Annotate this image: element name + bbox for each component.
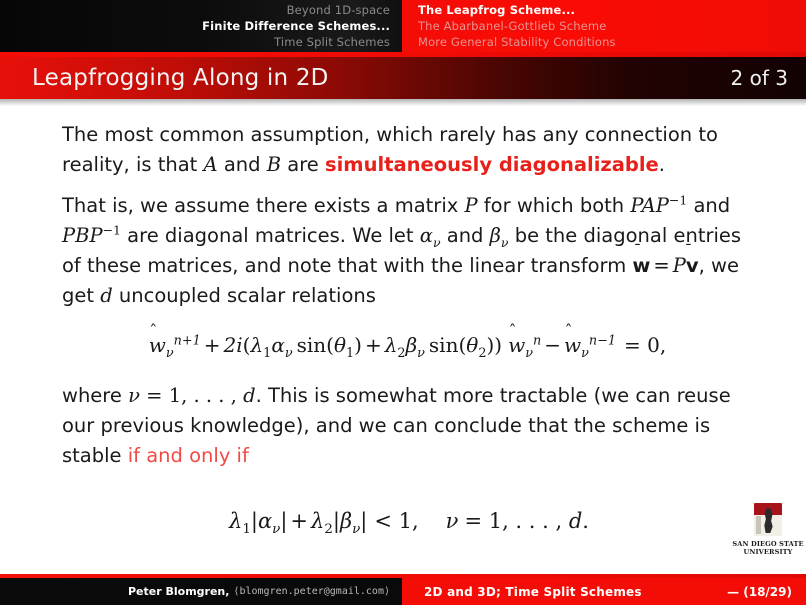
footer-author-email[interactable]: ⟨blomgren.peter@gmail.com⟩ bbox=[233, 586, 390, 597]
slide-footer bbox=[0, 578, 806, 605]
eq2-lambda1-sub: 1 bbox=[242, 522, 251, 538]
p1-text-end: . bbox=[658, 153, 665, 176]
nav-item-abarbanel-gottlieb-scheme[interactable]: The Abarbanel-Gottlieb Scheme bbox=[418, 19, 607, 33]
p2-text-part7: , we get bbox=[62, 254, 739, 307]
page-title: Leapfrogging Along in 2D bbox=[32, 65, 329, 91]
p1-text-mid1: and bbox=[217, 153, 267, 176]
p1-matrix-a: A bbox=[203, 153, 218, 176]
eq1-open-paren: ( bbox=[242, 333, 251, 357]
eq1-w-np1-sup: n+1 bbox=[173, 333, 201, 349]
eq2-nu: ν bbox=[445, 509, 459, 533]
slide-title-bar bbox=[0, 57, 806, 99]
titlebar-drop-shadow bbox=[0, 99, 806, 106]
p2-text-part8: uncoupled scalar relations bbox=[112, 284, 376, 307]
eq1-minus: − bbox=[544, 333, 562, 357]
eq1-sin1: sin( bbox=[296, 333, 334, 357]
eq1-plus2: + bbox=[364, 333, 382, 357]
sdsu-crest-icon bbox=[754, 503, 782, 536]
eq1-theta2-sub: 2 bbox=[478, 346, 487, 361]
eq1-theta2: θ bbox=[466, 333, 479, 357]
eq1-w-n-hat bbox=[508, 324, 525, 340]
eq1-w-n-sub: ν bbox=[525, 346, 533, 361]
eq2-var-d: d bbox=[568, 509, 583, 533]
eq1-w-nm1-letter: w bbox=[564, 333, 582, 357]
equation-stability-condition bbox=[62, 509, 756, 538]
footer-page-number: — (18/29) bbox=[727, 584, 792, 599]
p2-p-operator: P bbox=[672, 254, 686, 277]
eq1-w-n-sup: n bbox=[533, 333, 542, 349]
eq1-close-paren: ) bbox=[494, 333, 503, 357]
p2-exp-pbp: −1 bbox=[102, 222, 121, 238]
eq1-lambda2-sub: 2 bbox=[397, 346, 406, 361]
p2-text-part5: and bbox=[440, 224, 490, 247]
eq1-equals-zero: = 0, bbox=[624, 333, 667, 357]
eq1-close2: ) bbox=[486, 333, 495, 357]
p2-var-d: d bbox=[100, 284, 113, 307]
equation-leapfrog-amplification bbox=[62, 333, 756, 361]
p3-text-part2: . This is somewhat more tractable (we can reuse our previous knowledge), and we can conclude that the scheme is stable bbox=[62, 384, 731, 467]
p2-expr-pbp: PBP bbox=[62, 224, 103, 247]
p3-var-d: d bbox=[243, 384, 256, 407]
eq1-lambda1: λ bbox=[250, 333, 264, 357]
eq2-alpha-sub: ν bbox=[272, 522, 281, 538]
eq1-w-nm1-sup: n−1 bbox=[588, 333, 617, 349]
p2-text-part3: and bbox=[687, 194, 731, 217]
eq1-w-n-letter: w bbox=[508, 333, 526, 357]
p2-w-bar-letter: w bbox=[632, 254, 651, 277]
eq2-nu-range: = 1, . . . , bbox=[464, 509, 569, 533]
eq1-lambda2: λ bbox=[384, 333, 398, 357]
p3-nu-range: = 1, . . . , bbox=[139, 384, 244, 407]
eq1-plus: + bbox=[203, 333, 221, 357]
p1-text-mid2: are bbox=[281, 153, 325, 176]
eq1-w-np1-sub: ν bbox=[165, 346, 174, 361]
eq2-beta: β bbox=[339, 509, 353, 533]
eq2-lambda2: λ bbox=[311, 509, 325, 533]
eq1-w-np1-hat bbox=[149, 324, 166, 340]
p2-beta-subscript: ν bbox=[500, 234, 509, 250]
eq2-beta-sub: ν bbox=[352, 522, 361, 538]
eq2-lambda1: λ bbox=[229, 509, 243, 533]
footer-left-section bbox=[0, 578, 402, 605]
nav-item-time-split-schemes[interactable]: Time Split Schemes bbox=[274, 35, 390, 49]
nav-section-left bbox=[0, 0, 402, 52]
footer-author-name: Peter Blomgren, bbox=[128, 585, 230, 598]
p2-v-bar bbox=[686, 251, 699, 281]
eq1-close1: ) bbox=[354, 333, 362, 357]
p2-text-part2: for which both bbox=[477, 194, 631, 217]
eq1-lambda1-sub: 1 bbox=[263, 346, 272, 361]
p2-matrix-p: P bbox=[464, 194, 478, 217]
eq2-alpha: α bbox=[257, 509, 273, 533]
eq1-beta-sub: ν bbox=[417, 346, 425, 361]
logo-text-line2: UNIVERSITY bbox=[743, 548, 793, 556]
eq2-plus: + bbox=[290, 509, 309, 533]
eq2-less-than-one: < 1, bbox=[374, 509, 419, 533]
p2-beta: β bbox=[489, 224, 501, 247]
eq1-w-nm1-hat bbox=[564, 324, 581, 340]
paragraph-diagonalization bbox=[62, 191, 756, 311]
nav-item-more-general-stability-conditions[interactable]: More General Stability Conditions bbox=[418, 35, 616, 49]
nav-item-finite-difference-schemes[interactable]: Finite Difference Schemes... bbox=[202, 19, 390, 33]
eq1-w-np1 bbox=[149, 333, 166, 357]
eq1-w-nm1 bbox=[564, 333, 581, 357]
p3-text-part1: where bbox=[62, 384, 129, 407]
eq1-beta: β bbox=[405, 333, 418, 357]
p2-exp-pap: −1 bbox=[668, 192, 688, 208]
p2-equals: = bbox=[653, 254, 670, 277]
p2-text-part4: are diagonal matrices. We let bbox=[120, 224, 420, 247]
slide-body bbox=[0, 106, 806, 572]
eq2-abs-open-1: | bbox=[250, 509, 258, 533]
footer-subject-title: 2D and 3D; Time Split Schemes bbox=[424, 584, 642, 599]
p2-text-part6: be the diagonal entries of these matrices, and note that with the linear transform bbox=[62, 224, 742, 277]
p3-nu: ν bbox=[128, 384, 140, 407]
nav-item-beyond-1d-space[interactable]: Beyond 1D-space bbox=[286, 3, 390, 17]
eq2-abs-close-2: | bbox=[360, 509, 368, 533]
p2-alpha-subscript: ν bbox=[432, 234, 441, 250]
eq1-theta1: θ bbox=[333, 333, 346, 357]
eq2-period: . bbox=[582, 509, 589, 533]
eq1-theta1-sub: 1 bbox=[346, 346, 355, 361]
eq2-abs-open-2: | bbox=[332, 509, 340, 533]
eq1-w-np1-letter: w bbox=[148, 333, 166, 357]
nav-section-right bbox=[402, 0, 806, 52]
p2-expr-pap: PAP bbox=[630, 194, 669, 217]
sdsu-logo bbox=[732, 503, 804, 561]
p1-emphasis-simultaneously-diagonalizable: simultaneously diagonalizable bbox=[325, 153, 659, 176]
footer-right-section bbox=[402, 578, 806, 605]
eq1-two-i: 2i bbox=[223, 333, 243, 357]
eq1-sin2: sin( bbox=[428, 333, 467, 357]
p2-w-bar-overline bbox=[632, 244, 650, 260]
p2-alpha: α bbox=[419, 224, 433, 247]
eq1-alpha-sub: ν bbox=[284, 346, 293, 361]
p1-matrix-b: B bbox=[266, 153, 282, 176]
slide-counter: 2 of 3 bbox=[730, 66, 788, 90]
p2-w-bar bbox=[632, 251, 650, 281]
paragraph-tractability bbox=[62, 381, 756, 471]
p3-emphasis-if-and-only-if: if and only if bbox=[127, 444, 249, 467]
slide-header-navigation bbox=[0, 0, 806, 52]
eq2-lambda2-sub: 2 bbox=[324, 522, 333, 538]
paragraph-assumption bbox=[62, 120, 756, 180]
p2-v-bar-overline bbox=[686, 244, 699, 260]
eq2-abs-close-1: | bbox=[280, 509, 288, 533]
eq1-alpha: α bbox=[271, 333, 285, 357]
eq1-w-n bbox=[508, 333, 525, 357]
p1-text-part1: The most common assumption, which rarely has any connection to reality, is that bbox=[62, 123, 718, 176]
eq1-w-nm1-sub: ν bbox=[581, 346, 589, 361]
nav-item-the-leapfrog-scheme[interactable]: The Leapfrog Scheme... bbox=[418, 3, 576, 17]
p2-v-bar-letter: v bbox=[685, 254, 699, 277]
p2-text-part1: That is, we assume there exists a matrix bbox=[62, 194, 465, 217]
logo-text-line1: SAN DIEGO STATE bbox=[732, 540, 804, 548]
